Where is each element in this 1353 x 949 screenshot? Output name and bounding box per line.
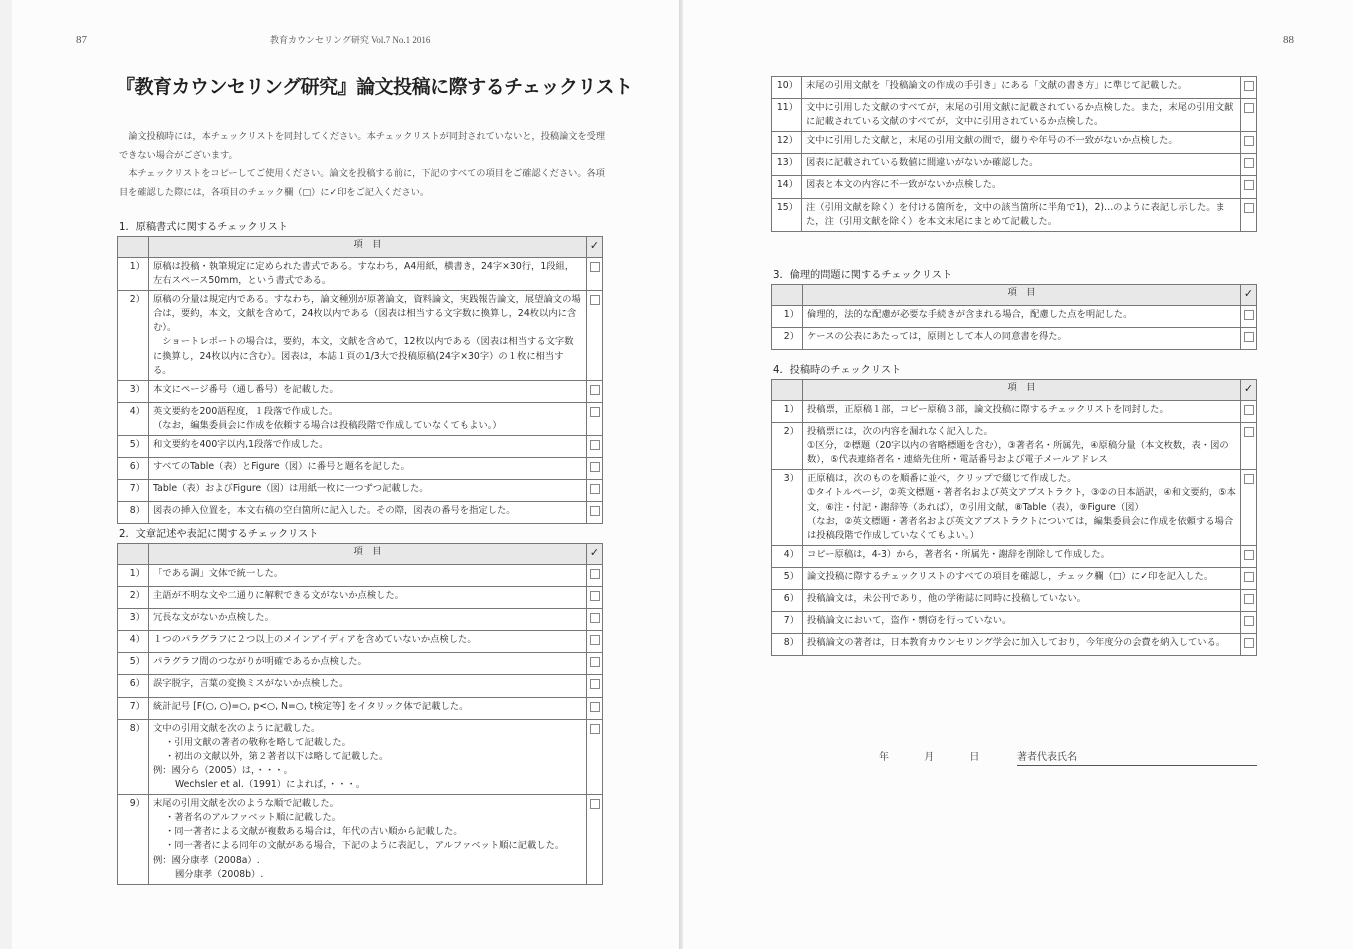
row-number: 7） <box>772 612 803 634</box>
row-checkbox[interactable] <box>1241 132 1257 154</box>
section-3-table <box>771 284 1257 350</box>
table-row <box>118 380 603 402</box>
row-checkbox[interactable] <box>587 565 603 587</box>
checkbox-icon[interactable] <box>590 407 600 417</box>
checkbox-icon[interactable] <box>590 635 600 645</box>
row-number: 8） <box>772 634 803 656</box>
table-row <box>118 675 603 697</box>
row-number: 12） <box>772 132 802 154</box>
checkbox-icon[interactable] <box>1244 158 1254 168</box>
section-1-table <box>117 236 603 524</box>
row-text: 和文要約を400字以内,1段落で作成した。 <box>149 436 587 458</box>
checkbox-icon[interactable] <box>590 702 600 712</box>
row-number: 7） <box>118 697 149 719</box>
right-page-number: 88 <box>1283 34 1294 46</box>
table-row <box>118 697 603 719</box>
checkbox-icon[interactable] <box>1244 550 1254 560</box>
table-row <box>118 587 603 609</box>
row-text: Table（表）およびFigure（図）は用紙一枚に一つずつ記載した。 <box>149 480 587 502</box>
table-header-row <box>118 544 603 565</box>
checkbox-icon[interactable] <box>1244 616 1254 626</box>
row-number: 6） <box>118 458 149 480</box>
row-number: 5） <box>118 653 149 675</box>
row-sub-item: ・初出の文献以外，第２著者以下は略して記載した。 <box>165 750 389 762</box>
row-example: 國分康孝（2008b）. <box>175 868 264 880</box>
row-checkbox[interactable] <box>587 436 603 458</box>
row-text: 倫理的，法的な配慮が必要な手続きが含まれる場合，配慮した点を明記した。 <box>803 306 1241 328</box>
table-row <box>772 470 1257 545</box>
header-check-cell: ✓ <box>1241 380 1257 401</box>
row-number: 2） <box>772 423 803 470</box>
row-number: 5） <box>772 567 803 589</box>
table-row <box>118 458 603 480</box>
row-number: 1） <box>772 401 803 423</box>
row-sub-item: ・同一著者による同年の文献がある場合，下記のように表記し，アルファベット順に記載した。 <box>165 840 565 852</box>
table-row <box>772 99 1257 132</box>
row-number: 3） <box>772 470 803 545</box>
checkbox-icon[interactable] <box>590 295 600 305</box>
row-checkbox[interactable] <box>1241 154 1257 176</box>
checkbox-icon[interactable] <box>590 679 600 689</box>
row-checkbox[interactable] <box>1241 328 1257 350</box>
row-text: 主語が不明な文や二通りに解釈できる文がないか点検した。 <box>149 587 587 609</box>
row-checkbox[interactable] <box>587 402 603 435</box>
row-text: すべてのTable（表）とFigure（図）に番号と題名を記した。 <box>149 458 587 480</box>
table-row <box>118 631 603 653</box>
row-number: 14） <box>772 176 802 198</box>
row-checkbox[interactable] <box>587 675 603 697</box>
checkbox-icon[interactable] <box>1244 427 1254 437</box>
row-text-extra: ①タイトルページ，②英文標題・著者名および英文アブストラクト，③②の日本語訳，④和文要約，⑤本文，⑥注・付記・謝辞等（あれば），⑦引用文献，⑧Table（表），⑨Figure（図） <box>807 487 1236 513</box>
row-text: パラグラフ間のつながりが明確であるか点検した。 <box>149 653 587 675</box>
row-checkbox[interactable] <box>1241 99 1257 132</box>
checkbox-icon[interactable] <box>1244 103 1254 113</box>
row-text: 原稿は投稿・執筆規定に定められた書式である。すなわち，A4用紙，横書き，24字×30行，1段組，左右スペース50mm，という書式である。 <box>149 258 587 291</box>
row-number: 4） <box>772 545 803 567</box>
row-checkbox[interactable] <box>587 653 603 675</box>
row-example: 例：國分康孝（2008a）. <box>153 854 260 866</box>
checkbox-icon[interactable] <box>1244 474 1254 484</box>
row-number: 4） <box>118 402 149 435</box>
checkbox-icon[interactable] <box>590 591 600 601</box>
checkbox-icon[interactable] <box>590 506 600 516</box>
row-checkbox[interactable] <box>587 291 603 381</box>
table-header-row <box>118 237 603 258</box>
row-text: 注（引用文献を除く）を付ける箇所を，文中の該当箇所に半角で1)，2)…のように表記し示した。また，注（引用文献を除く）を本文末尾にまとめて記載した。 <box>802 198 1241 231</box>
row-text-cell <box>803 423 1241 470</box>
row-number: 8） <box>118 719 149 794</box>
row-text: 末尾の引用文献を次のような順で記載した。 <box>153 798 339 810</box>
table-row <box>772 154 1257 176</box>
table-row <box>772 401 1257 423</box>
row-number: 10） <box>772 77 802 99</box>
header-num-cell <box>118 237 149 258</box>
section-2-continued <box>771 76 1257 232</box>
row-text: 原稿の分量は規定内である。すなわち，論文種別が原著論文，資料論文，実践報告論文，展望論文の場合は，要約，本文，文献を含めて，24枚以内である（図表は相当する文字数に換算し，24枚以内に含む）。 <box>153 294 581 334</box>
row-text: 投稿票には，次の内容を漏れなく記入した。 <box>807 426 993 438</box>
row-sub-item: ・同一著者による文献が複数ある場合は，年代の古い順から記載した。 <box>165 826 463 838</box>
checkbox-icon[interactable] <box>590 657 600 667</box>
row-number: 3） <box>118 380 149 402</box>
header-item-cell: 項 目 <box>149 237 587 258</box>
row-text-cell <box>149 795 587 885</box>
table-row <box>118 609 603 631</box>
row-text-note: （なお，②英文標題・著者名および英文アブストラクトについては，編集委員会に作成を依頼する場合は投稿段階で作成していなくてもよい。） <box>807 515 1234 541</box>
row-checkbox[interactable] <box>1241 77 1257 99</box>
row-text: 誤字脱字，言葉の変換ミスがないか点検した。 <box>149 675 587 697</box>
row-text: 文中に引用した文献のすべてが，末尾の引用文献に記載されているか点検した。また，末尾の引用文献に記載されている文献のすべてが，文中に引用されているか点検した。 <box>802 99 1241 132</box>
table-row <box>772 176 1257 198</box>
checkbox-icon[interactable] <box>1244 81 1254 91</box>
table-row <box>772 545 1257 567</box>
row-text: 末尾の引用文献を「投稿論文の作成の手引き」にある「文献の書き方」に準じて記載した。 <box>802 77 1241 99</box>
header-item-cell: 項 目 <box>149 544 587 565</box>
header-item-cell: 項 目 <box>803 285 1241 306</box>
row-number: 1） <box>772 306 803 328</box>
row-text: １つのパラグラフに２つ以上のメインアイディアを含めていないか点検した。 <box>149 631 587 653</box>
table-row <box>118 502 603 524</box>
row-text: 英文要約を200語程度，１段落で作成した。 <box>153 405 339 417</box>
month-label: 月 <box>924 752 935 763</box>
row-text: 本文にページ番号（通し番号）を記載した。 <box>149 380 587 402</box>
row-number: 6） <box>118 675 149 697</box>
row-text: 文中に引用した文献と，末尾の引用文献の間で，綴りや年号の不一致がないか点検した。 <box>802 132 1241 154</box>
checkbox-icon[interactable] <box>1244 572 1254 582</box>
checkbox-icon[interactable] <box>590 262 600 272</box>
year-label: 年 <box>879 752 889 763</box>
table-row <box>772 198 1257 231</box>
checkbox-icon[interactable] <box>1244 332 1254 342</box>
section-2-continued-table <box>771 76 1257 232</box>
row-number: 11） <box>772 99 802 132</box>
signature-field[interactable] <box>1017 748 1257 766</box>
table-row <box>772 423 1257 470</box>
header-check-cell: ✓ <box>587 544 603 565</box>
row-text: 冗長な文がないか点検した。 <box>149 609 587 631</box>
row-checkbox[interactable] <box>1241 590 1257 612</box>
left-page-number: 87 <box>76 34 87 46</box>
row-sub-item: ・引用文献の著者の敬称を略して記載した。 <box>165 736 351 748</box>
row-checkbox[interactable] <box>587 795 603 885</box>
header-num-cell <box>118 544 149 565</box>
checkbox-icon[interactable] <box>590 440 600 450</box>
row-number: 6） <box>772 590 803 612</box>
row-checkbox[interactable] <box>587 609 603 631</box>
row-text-extra: ①区分，②標題（20字以内の省略標題を含む），③著者名・所属先，④原稿分量（本文枚数，表・図の数），⑤代表連絡者名・連絡先住所・電話番号および電子メールアドレス <box>807 440 1229 466</box>
row-text: 投稿論文は，未公刊であり，他の学術誌に同時に投稿していない。 <box>803 590 1241 612</box>
row-number: 5） <box>118 436 149 458</box>
checkbox-icon[interactable] <box>1244 594 1254 604</box>
row-text-extra: ショートレポートの場合は，要約，本文，文献を含めて，12枚以内である（図表は相当する文字数に換算し，24枚以内に含む）。図表は，本誌１頁の1/3大で投稿原稿(24字×30字）の１枚に相当する。 <box>153 336 574 376</box>
page-title: 『教育カウンセリング研究』論文投稿に際するチェックリスト <box>116 76 633 98</box>
row-text: 正原稿は，次のものを順番に並べ，クリップで綴じて作成した。 <box>807 473 1077 485</box>
section-3 <box>771 266 1257 350</box>
section-2-table <box>117 543 603 885</box>
row-text: ケースの公表にあたっては，原則として本人の同意書を得た。 <box>803 328 1241 350</box>
row-number: 1） <box>118 258 149 291</box>
row-text: 投稿論文において，盗作・剽窃を行っていない。 <box>803 612 1241 634</box>
row-number: 7） <box>118 480 149 502</box>
table-row <box>118 291 603 381</box>
table-header-row <box>772 380 1257 401</box>
row-number: 1） <box>118 565 149 587</box>
table-row <box>118 795 603 885</box>
table-row <box>772 328 1257 350</box>
row-checkbox[interactable] <box>1241 545 1257 567</box>
row-text: 投稿票，正原稿１部，コピー原稿３部，論文投稿に際するチェックリストを同封した。 <box>803 401 1241 423</box>
row-checkbox[interactable] <box>1241 612 1257 634</box>
row-checkbox[interactable] <box>1241 470 1257 545</box>
row-text: 論文投稿に際するチェックリストのすべての項目を確認し，チェック欄（□）に✓印を記入した。 <box>803 567 1241 589</box>
table-row <box>772 567 1257 589</box>
checkbox-icon[interactable] <box>590 724 600 734</box>
journal-header: 教育カウンセリング研究 Vol.7 No.1 2016 <box>270 35 431 45</box>
row-checkbox[interactable] <box>587 631 603 653</box>
table-row <box>772 77 1257 99</box>
row-checkbox[interactable] <box>1241 306 1257 328</box>
row-text-extra: （なお，編集委員会に作成を依頼する場合は投稿段階で作成していなくてもよい。） <box>153 419 502 431</box>
checkbox-icon[interactable] <box>1244 136 1254 146</box>
header-check-cell: ✓ <box>1241 285 1257 306</box>
header-item-cell: 項 目 <box>803 380 1241 401</box>
checkbox-icon[interactable] <box>590 799 600 809</box>
row-text: 統計記号 [F(○, ○)=○, p<○, N=○, t検定等] をイタリック体で記載した。 <box>149 697 587 719</box>
section-4-table <box>771 379 1257 656</box>
row-number: 15） <box>772 198 802 231</box>
row-checkbox[interactable] <box>1241 176 1257 198</box>
section-4-title: 4．投稿時のチェックリスト <box>773 365 902 376</box>
checkbox-icon[interactable] <box>1244 180 1254 190</box>
row-sub-item: ・著者名のアルファベット順に記載した。 <box>165 812 342 824</box>
row-text: 投稿論文の著者は，日本教育カウンセリング学会に加入しており，今年度分の会費を納入している。 <box>803 634 1241 656</box>
table-row <box>118 565 603 587</box>
checkbox-icon[interactable] <box>590 484 600 494</box>
row-text: 文中の引用文献を次のように記載した。 <box>153 722 321 734</box>
row-example: Wechsler et al.（1991）によれば，・・・。 <box>175 779 366 791</box>
row-text: 「である調」文体で統一した。 <box>149 565 587 587</box>
table-row <box>118 653 603 675</box>
signature-label: 著者代表氏名 <box>1017 752 1077 763</box>
row-number: 3） <box>118 609 149 631</box>
checkbox-icon[interactable] <box>590 613 600 623</box>
table-row <box>118 258 603 291</box>
table-row <box>118 436 603 458</box>
row-text: コピー原稿は，4-3）から，著者名・所属先・謝辞を削除して作成した。 <box>803 545 1241 567</box>
row-text-cell <box>149 719 587 794</box>
checkbox-icon[interactable] <box>1244 203 1254 213</box>
checkbox-icon[interactable] <box>1244 405 1254 415</box>
table-row <box>772 590 1257 612</box>
row-checkbox[interactable] <box>587 380 603 402</box>
right-page <box>683 0 1353 949</box>
left-page <box>12 0 679 949</box>
row-checkbox[interactable] <box>587 697 603 719</box>
section-1 <box>117 218 603 524</box>
checkbox-icon[interactable] <box>590 385 600 395</box>
checkbox-icon[interactable] <box>1244 310 1254 320</box>
section-2-title: 2．文章記述や表記に関するチェックリスト <box>119 529 319 540</box>
row-number: 2） <box>772 328 803 350</box>
day-label: 日 <box>969 752 980 763</box>
row-checkbox[interactable] <box>1241 567 1257 589</box>
section-2 <box>117 525 603 885</box>
row-text-cell <box>803 470 1241 545</box>
header-check-cell: ✓ <box>587 237 603 258</box>
row-number: 2） <box>118 291 149 381</box>
table-row <box>772 612 1257 634</box>
row-text: 図表と本文の内容に不一致がないか点検した。 <box>802 176 1241 198</box>
checkbox-icon[interactable] <box>1244 638 1254 648</box>
table-row <box>772 306 1257 328</box>
section-1-title: 1．原稿書式に関するチェックリスト <box>119 222 288 233</box>
section-3-title: 3．倫理的問題に関するチェックリスト <box>773 270 953 281</box>
row-text: 図表の挿入位置を，本文右稿の空白箇所に記入した。その際，図表の番号を指定した。 <box>149 502 587 524</box>
row-text: 図表に記載されている数値に間違いがないか確認した。 <box>802 154 1241 176</box>
row-number: 2） <box>118 587 149 609</box>
row-checkbox[interactable] <box>1241 401 1257 423</box>
row-checkbox[interactable] <box>1241 634 1257 656</box>
row-checkbox[interactable] <box>587 502 603 524</box>
intro-paragraph: 論文投稿時には，本チェックリストを同封してください。本チェックリストが同封されていないと，投稿論文を受理できない場合がございます。 <box>119 131 606 161</box>
row-checkbox[interactable] <box>587 587 603 609</box>
table-row <box>772 132 1257 154</box>
row-checkbox[interactable] <box>587 480 603 502</box>
row-number: 9） <box>118 795 149 885</box>
date-fields <box>879 748 1011 763</box>
row-example: 例：國分ら（2005）は，・・・。 <box>153 764 293 776</box>
section-4 <box>771 361 1257 656</box>
row-number: 8） <box>118 502 149 524</box>
checkbox-icon[interactable] <box>590 569 600 579</box>
row-checkbox[interactable] <box>587 719 603 794</box>
row-number: 13） <box>772 154 802 176</box>
row-number: 4） <box>118 631 149 653</box>
table-row <box>118 480 603 502</box>
intro-text <box>119 128 605 202</box>
table-header-row <box>772 285 1257 306</box>
row-checkbox[interactable] <box>1241 198 1257 231</box>
checkbox-icon[interactable] <box>590 462 600 472</box>
table-row <box>772 634 1257 656</box>
row-checkbox[interactable] <box>587 458 603 480</box>
row-checkbox[interactable] <box>587 258 603 291</box>
table-row <box>118 719 603 794</box>
table-row <box>118 402 603 435</box>
intro-paragraph: 本チェックリストをコピーしてご使用ください。論文を投稿する前に，下記のすべての項目をご確認ください。各項目を確認した際には，各項目のチェック欄（□）に✓印をご記入ください。 <box>119 168 605 198</box>
row-text-cell <box>149 291 587 381</box>
row-checkbox[interactable] <box>1241 423 1257 470</box>
header-num-cell <box>772 285 803 306</box>
header-num-cell <box>772 380 803 401</box>
row-text-cell <box>149 402 587 435</box>
